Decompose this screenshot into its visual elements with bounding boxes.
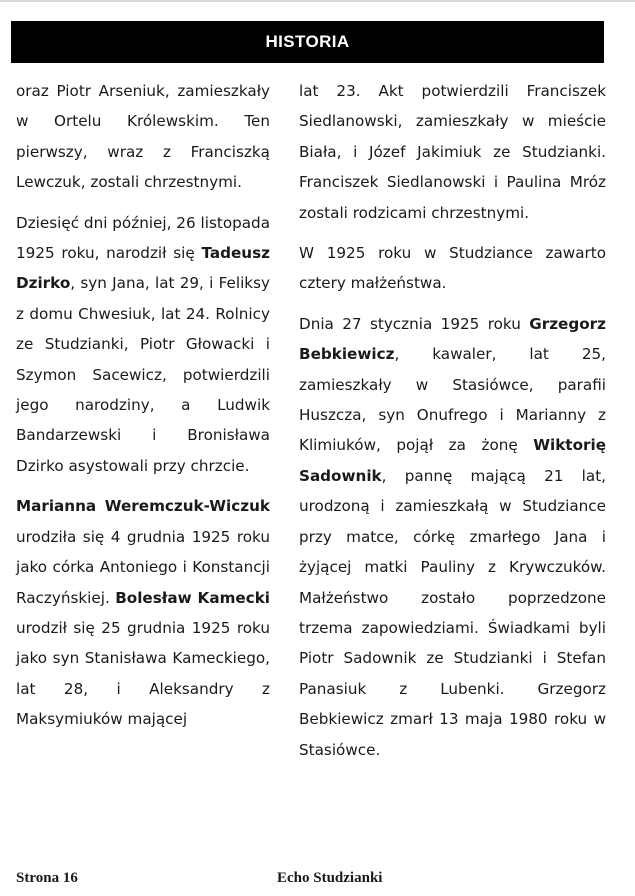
- paragraph: Dziesięć dni później, 26 listopada 1925 roku, narodził się Tadeusz Dzirko, syn Jana, lat 29, i Feliksy z domu Chwesiuk, lat 24. Rolnicy ze Studzianki, Piotr Głowacki i Szymon Sacewicz, potwierdzili jego narodziny, a Ludwik Bandarzewski i Bronisława Dzirko asystowali przy chrzcie.: [16, 213, 270, 475]
- paragraph: Dnia 27 stycznia 1925 roku Grzegorz Bebkiewicz, kawaler, lat 25, zamieszkały w Stasiówce, parafii Huszcza, syn Onufrego i Marianny z Klimiuków, pojął za żonę Wiktorię Sadownik, pannę mającą 21 lat, urodzoną i zamieszkałą w Studziance przy matce, córkę zmarłego Jana i żyjącej matki Pauliny z Krywczuków. Małżeństwo zostało poprzedzone trzema zapowiedziami. Świadkami byli Piotr Sadownik ze Studzianki i Stefan Panasiuk z Lubenki. Grzegorz Bebkiewicz zmarł 13 maja 1980 roku w Stasiówce.: [299, 314, 606, 759]
- paragraph: lat 23. Akt potwierdzili Franciszek Siedlanowski, zamieszkały w mieście Biała, i Józef Jakimiuk ze Studzianki. Franciszek Siedlanowski i Paulina Mróz zostali rodzicami chrzestnymi.: [299, 82, 606, 222]
- publication-name: Echo Studzianki: [277, 870, 383, 886]
- person-name: Wiktorię Sadownik: [299, 436, 606, 485]
- paragraph: W 1925 roku w Studziance zawarto cztery małżeństwa.: [299, 244, 606, 293]
- page-number: Strona 16: [16, 870, 78, 886]
- section-header-bar: [11, 21, 604, 63]
- person-name: Bolesław Kamecki: [115, 588, 271, 607]
- paragraph: Marianna Weremczuk-Wiczuk urodziła się 4 grudnia 1925 roku jako córka Antoniego i Konstancji Raczyńskiej. Bolesław Kamecki urodził się 25 grudnia 1925 roku jako syn Stanisława Kameckiego, lat 28, i Aleksandry z Maksymiuków mającej: [16, 497, 271, 729]
- person-name: Marianna Weremczuk-Wiczuk: [16, 497, 270, 516]
- person-name: Tadeusz Dzirko: [16, 244, 270, 293]
- top-border-line: [0, 0, 635, 2]
- left-column: [16, 76, 270, 745]
- section-title: HISTORIA: [265, 32, 350, 51]
- paragraph: oraz Piotr Arseniuk, zamieszkały w Ortelu Królewskim. Ten pierwszy, wraz z Franciszką Lewczuk, zostali chrzestnymi.: [16, 82, 270, 192]
- person-name: Grzegorz Bebkiewicz: [299, 314, 606, 364]
- right-column: [299, 76, 606, 775]
